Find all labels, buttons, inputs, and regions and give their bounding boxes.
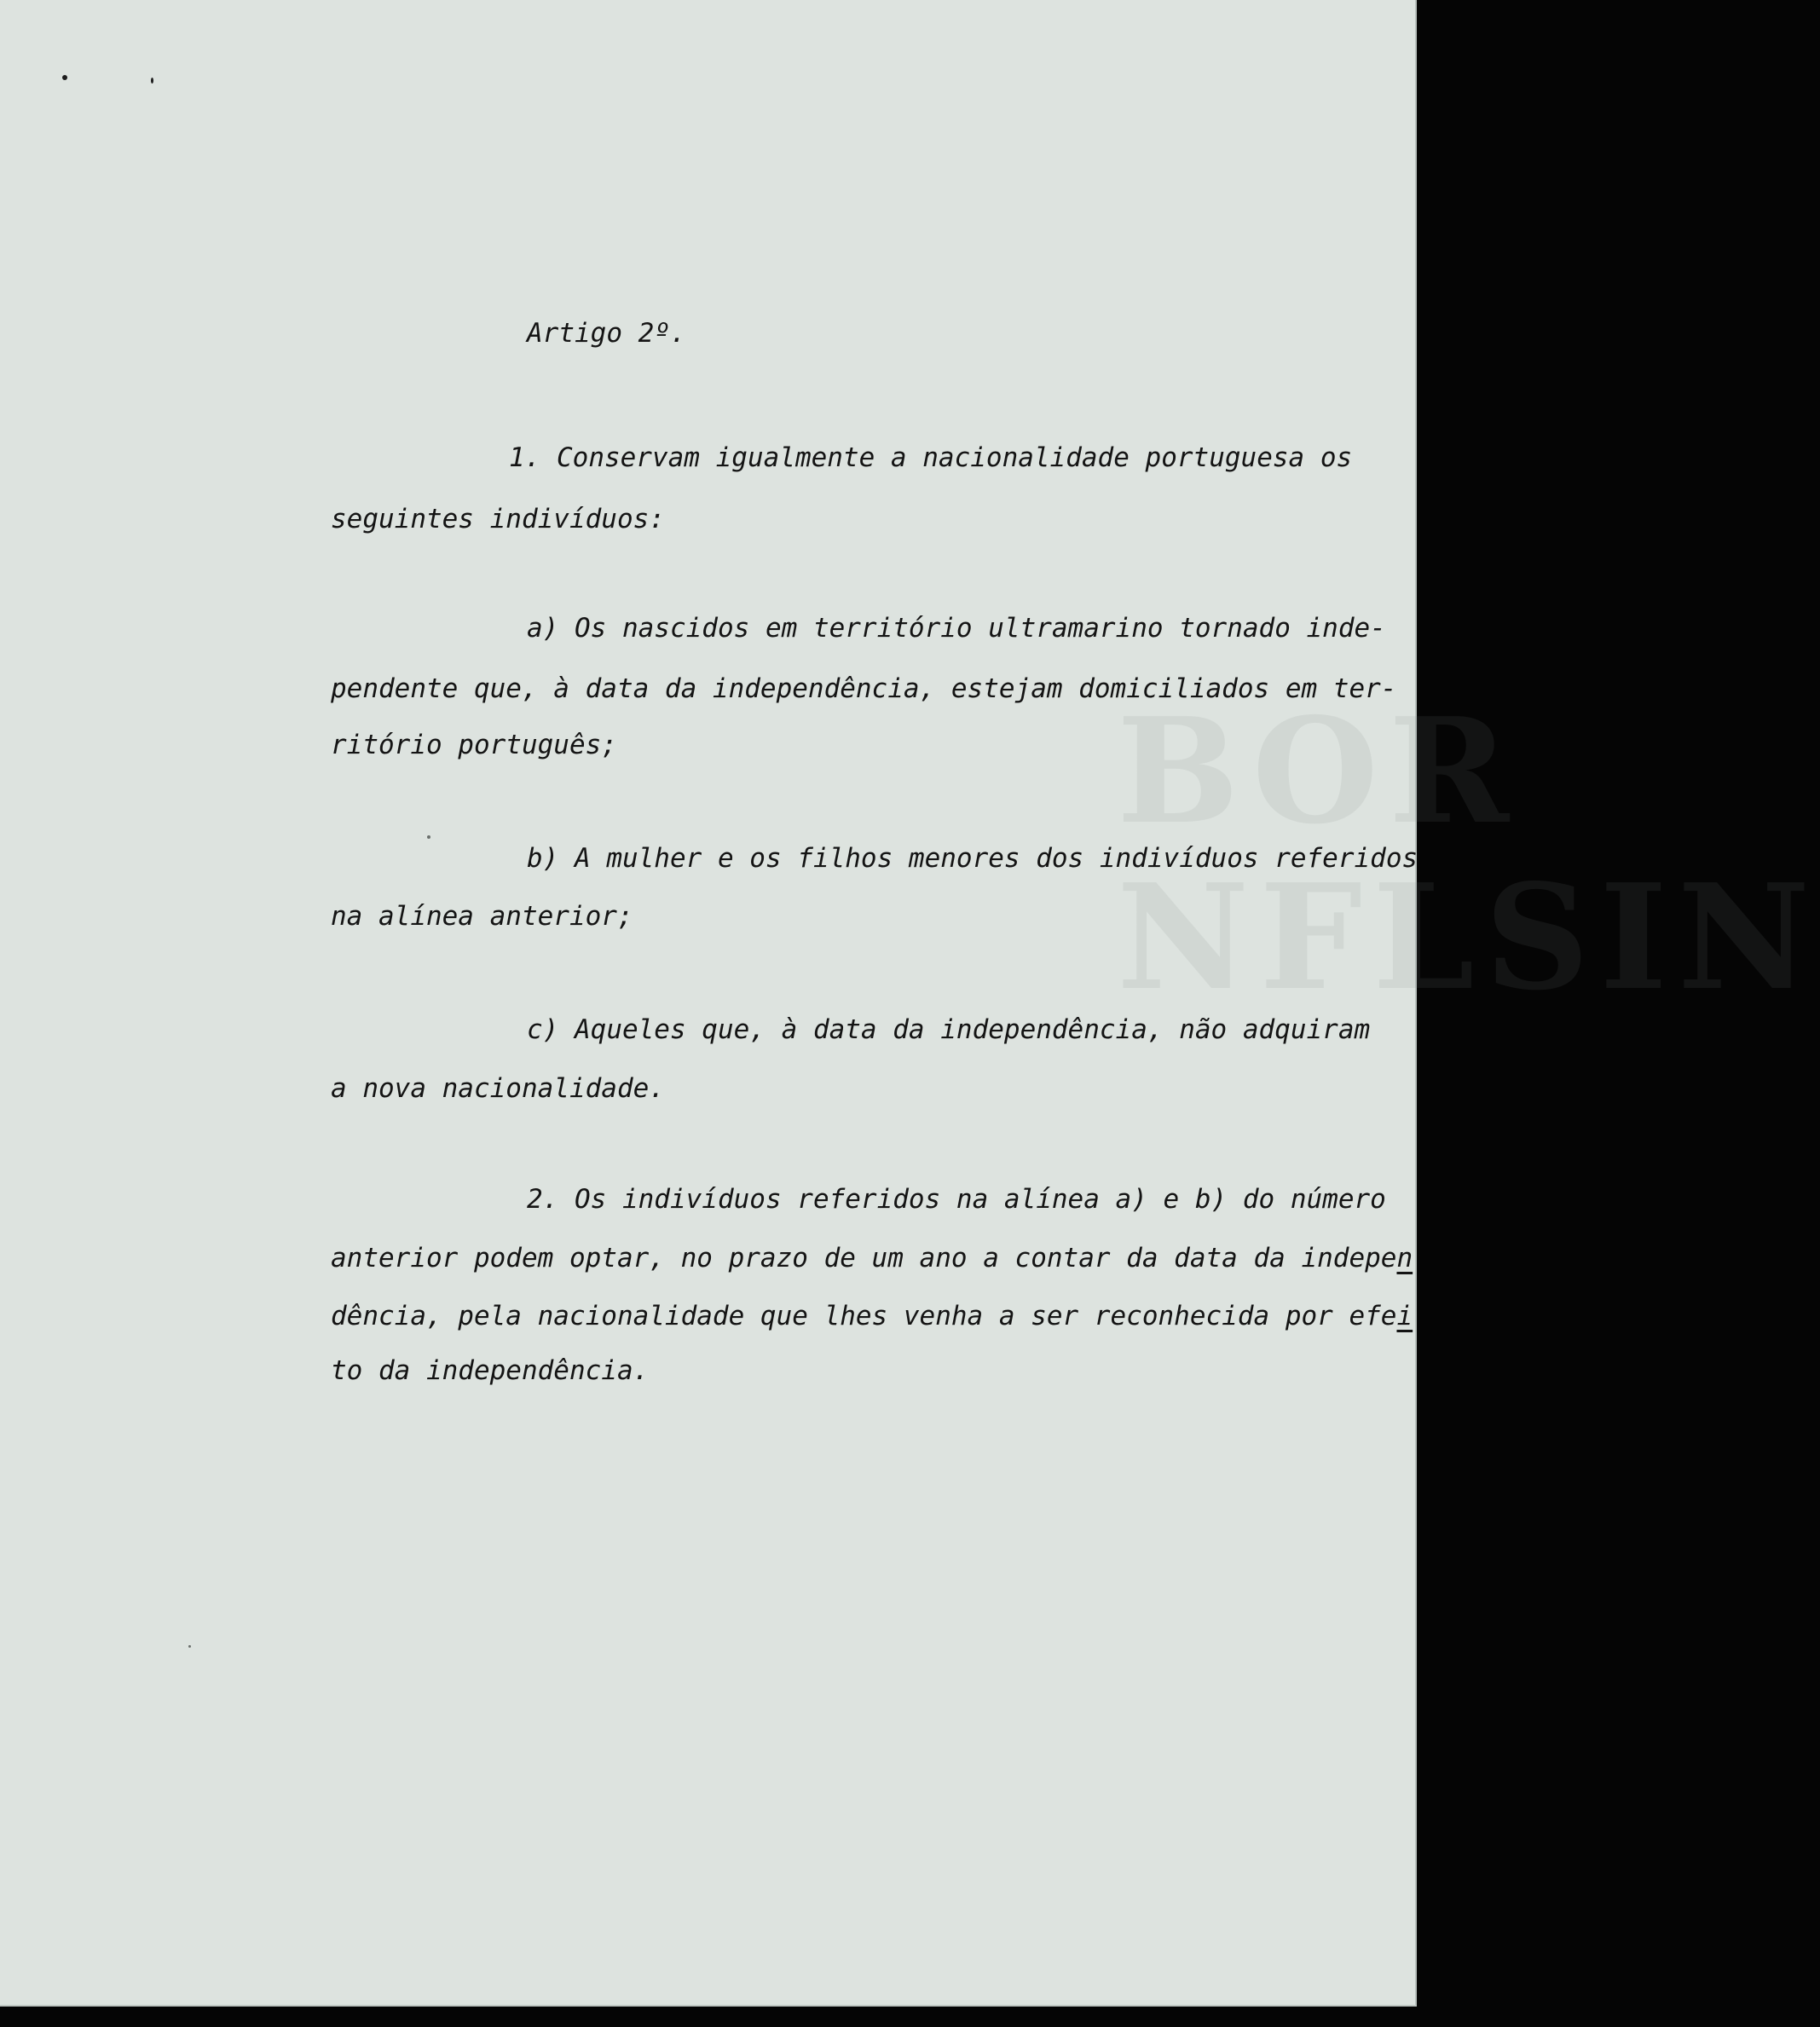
paragraph-2-line-4: to da independência. <box>331 1355 650 1386</box>
bleed-through-mark: BOR <box>1117 686 1520 857</box>
paper-speck <box>188 1645 191 1648</box>
item-a-line-2: pendente que, à data da independência, estejam domiciliados em ter- <box>331 673 1397 704</box>
paper-speck <box>62 75 67 80</box>
paragraph-1-line-2: seguintes indivíduos: <box>331 504 665 534</box>
paper-speck <box>427 835 430 839</box>
bleed-through-mark: NFLSIN <box>1117 852 1820 1023</box>
underlined-hyphenation-letter: n <box>1396 1243 1413 1273</box>
paragraph-2-line-2-text: anterior podem optar, no prazo de um ano a contar da data da indepe <box>331 1243 1397 1273</box>
paragraph-1-line-1: 1. Conservam igualmente a nacionalidade portuguesa os <box>509 442 1353 473</box>
paragraph-2-line-1: 2. Os indivíduos referidos na alínea a) e b) do número <box>527 1184 1386 1215</box>
paragraph-2-line-3 <box>331 1301 1413 1331</box>
item-b-line-2: na alínea anterior; <box>331 901 633 932</box>
item-c-line-1: c) Aqueles que, à data da independência, não adquiram <box>527 1014 1371 1045</box>
item-c-line-2: a nova nacionalidade. <box>331 1073 665 1104</box>
item-b-line-1: b) A mulher e os filhos menores dos indivíduos referidos <box>527 843 1418 874</box>
paragraph-2-line-3-text: dência, pela nacionalidade que lhes venha a ser reconhecida por efe <box>331 1301 1397 1331</box>
paper-speck <box>151 78 153 84</box>
item-a-line-1: a) Os nascidos em território ultramarino tornado inde- <box>527 613 1386 644</box>
paragraph-2-line-2 <box>331 1243 1413 1273</box>
item-a-line-3: ritório português; <box>331 730 617 760</box>
underlined-hyphenation-letter: i <box>1396 1301 1413 1331</box>
article-heading: Artigo 2º. <box>527 318 686 349</box>
